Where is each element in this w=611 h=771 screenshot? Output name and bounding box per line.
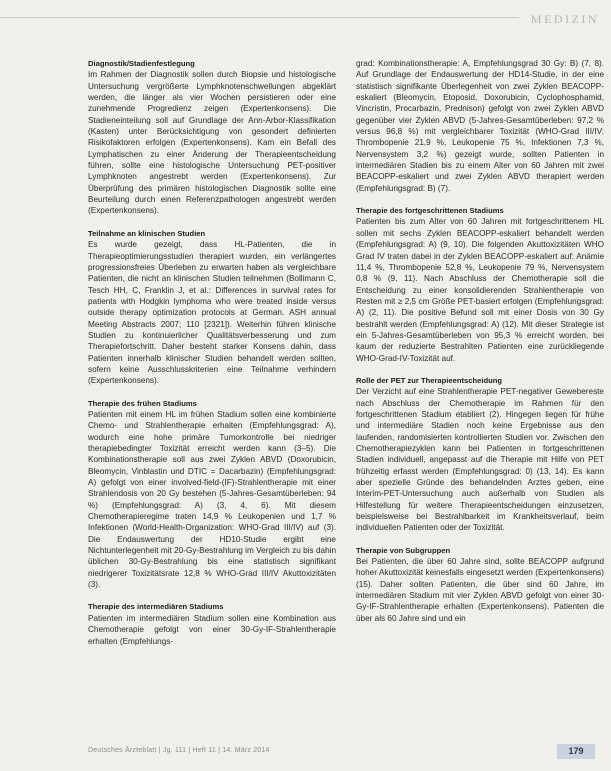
paragraph: Patienten mit einem HL im frühen Stadium sollen eine kombinierte Chemo- und Strahlentherapie erhalten (Empfehlungsgrad: A), wodurch eine hohe primäre Tumorkontrolle bei niedriger therapiebedingter Toxizität erreicht werden kann (3–5). Die Kombinationstherapie soll aus zwei Zyklen ABVD (Doxorubicin, Bleomycin, Vinblastin und DTIC = Dacarbazin) (Empfehlungsgrad: A) gefolgt von einer involved-field-(IF)-Strahlentherapie mit einer Strahlendosis von 20 Gy bestehen (5-Jahres-Gesamtüberleben: 94 %) (Empfehlungsgrad: A) (3, 4, 6). Mit diesem Chemotherapieregime traten 14,9 % Leukopenien und 1,7 % Infektionen (World-Health-Organization: WHO-Grad III/IV) auf (3). Die Endauswertung der HD10-Studie ergibt eine Nichtunterlegenheit mit 20-Gy-Bestrahlung im Vergleich zu bis dahin üblichen 30-Gy-Bestrahlung bis eine statistisch signifikant niedrigerer Toxizitätsrate 12,8 % WHO-Grad III/IV Akuttoxizitäten (3). bbox=[88, 409, 336, 590]
paragraph: Bei Patienten, die über 60 Jahre sind, sollte BEACOPP aufgrund hoher Akuttoxizität keinesfalls eingesetzt werden (Expertenkonsens) (15). Daher sollten Patienten, die über sind 60 Jahre, im intermediären Stadium mit vier Zyklen ABVD gefolgt von einer 30-Gy-IF-Strahlentherapie erhalten (Expertenkonsens). Patienten die über als 60 Jahre sind und ein bbox=[356, 557, 604, 623]
section-heading: Diagnostik/Stadienfestlegung bbox=[88, 59, 195, 68]
section-heading: Rolle der PET zur Therapieentscheidung bbox=[356, 375, 502, 385]
paragraph: Es wurde gezeigt, dass HL-Patienten, die in Therapieoptimierungsstudien therapiert wurden, ein verlängertes progressionsfreies Überleben zu erwarten haben als vergleichbare Patienten, die nicht an klinischen Studien teilnehmen (Bollimann C, Tesch HH, C, Franklin J, et al.: Differences in survival rates for patients with Hodgkin lymphoma who were treated inside versus outside therapy optimization protocols at German. ASH annual Meeting Abstracts 2007; 110 [2321]). Weiterhin führen klinische Studien zu kontinuierlicher Qualitätsverbesserung und zum Therapiefortschritt. Daher besteht starker Konsens dahin, dass Patienten innerhalb klinischer Studien behandelt werden sollten, sofern keine Ausschlusskriterien eine Teilnahme verhindern (Expertenkonsens). bbox=[88, 240, 336, 386]
footer-citation: Deutsches Ärzteblatt | Jg. 111 | Heft 11 | 14. März 2014 bbox=[88, 747, 270, 754]
paragraph: grad: Kombinationstherapie: A, Empfehlungsgrad 30 Gy: B) (7, 8). Auf Grundlage der Endauswertung der HD14-Studie, in der eine statistisch signifikante Überlegenheit von zwei Zyklen BEACOPP-eskaliert (Bleomycin, Etoposid, Doxorubicin, Cyclophosphamid, Vincristin, Procarbazin, Prednison) gefolgt von zwei Zyklen ABVD gegenüber vier Zyklen ABVD (5-Jahres-Gesamtüberleben: 97,2 % versus 96,8 %) mit vergleichbarer Toxizität (WHO-Grad III/IV: Thrombopenie 21,9 %, Leukopenie 75 %, Infektionen 7,3 %, Nervensystem 3,2 %) gezeigt wurde, sollten Patienten in intermediären Stadien bis zu einem Alter von 60 Jahren mit zwei BEACOPP-eskaliert und zwei Zyklen ABVD therapiert werden (Empfehlungsgrad: B) (7). bbox=[356, 59, 604, 193]
page-number: 179 bbox=[557, 744, 595, 759]
paragraph: Patienten im intermediären Stadium sollen eine Kombination aus Chemotherapie gefolgt von einer 30-Gy-IF-Strahlentherapie erhalten (Empfehlungs- bbox=[88, 613, 336, 646]
section-heading: Teilnahme an klinischen Studien bbox=[88, 228, 206, 238]
section-tag bbox=[519, 10, 611, 26]
section-label: MEDIZIN bbox=[530, 12, 600, 26]
paragraph: Patienten bis zum Alter von 60 Jahren mit fortgeschrittenem HL sollen mit sechs Zyklen BEACOPP-eskaliert behandelt werden (Empfehlungsgrad: A) (9, 10). Die folgenden Akuttoxizitäten WHO Grad IV traten dabei in der Zyklen BEACOPP-eskaliert auf: Anämie 11,4 %, Thrombopenie 52,8 %, Leukopenie 79 %, Nervensystem 0,8 % (9, 11). Nach Abschluss der Chemotherapie soll die Entscheidung zu einer konsolidierenden Strahlentherapie von Resten mit ≥ 2,5 cm Größe PET-basiert erfolgen (Empfehlungsgrad: A) (2, 11). Die positive Befund soll mit einer Dosis von 30 Gy bestrahlt werden (Empfehlungsgrad: A) (12). Mit dieser Strategie ist ein 5-Jahres-Gesamtüberleben von 95,3 % erreicht worden, bei kaum der reduzierte Bestrahlten Patienten eine zurückliegende WHO-Grad-IV-Toxizität auf. bbox=[356, 217, 604, 363]
left-column bbox=[88, 58, 336, 760]
section-heading: Therapie von Subgruppen bbox=[356, 545, 451, 555]
section-heading: Therapie des intermediären Stadiums bbox=[88, 602, 224, 612]
paragraph: Im Rahmen der Diagnostik sollen durch Biopsie und histologische Untersuchung vergrößerte Lymphknotenschwellungen abgeklärt werden, die länger als vier Wochen persistieren oder eine zunehmende Progredienz zeigen (Expertenkonsens). Die Stadieneinteilung soll auf Grundlage der Ann-Arbor-Klassifikation (Kasten) unter Berücksichtigung von gesondert definierten Risikofaktoren erfolgen (Expertenkonsens). Kam ein Befall des Lymphatischen zu einer Änderung der Therapieentscheidung führen, sollte eine histologische Untersuchung PET-positiver Lymphknoten angestrebt werden (Expertenkonsens). Zur Überprüfung des primären histologischen Diagnostik sollte eine Beurteilung durch einen Referenzpathologen angestrebt werden (Expertenkonsens). bbox=[88, 70, 336, 216]
right-column bbox=[356, 58, 604, 760]
paragraph: Der Verzicht auf eine Strahlentherapie PET-negativer Gewebereste nach Abschluss der Chemotherapie im Rahmen für den fortgeschrittenen Stadium etabliert (2). Hingegen liegen für frühe und intermediäre Stadien noch keine Ergebnisse aus den laufenden, randomisierten kontrollierten Studien vor. Zwischen den Chemotherapiezyklen kann bei Patienten in fortgeschrittenen Stadien individuell, angepasst auf die Therapie mit Hilfe von PET frühzeitig erfasst werden (Empfehlungsgrad: 0) (13, 14). Es kann aber spezielle Gründe des behandelnden Arztes geben, eine Interim-PET-Untersuchung auch außerhalb von Studien als Hilfestellung für weitere Therapieentscheidungen einzusetzen, beispielsweise bei Bestrahlbarkeit im Krankheitsverlauf, beim individuellen Patienten oder der Toxizität. bbox=[356, 387, 604, 533]
section-heading: Therapie des fortgeschrittenen Stadiums bbox=[356, 206, 504, 216]
section-heading: Therapie des frühen Stadiums bbox=[88, 398, 197, 408]
